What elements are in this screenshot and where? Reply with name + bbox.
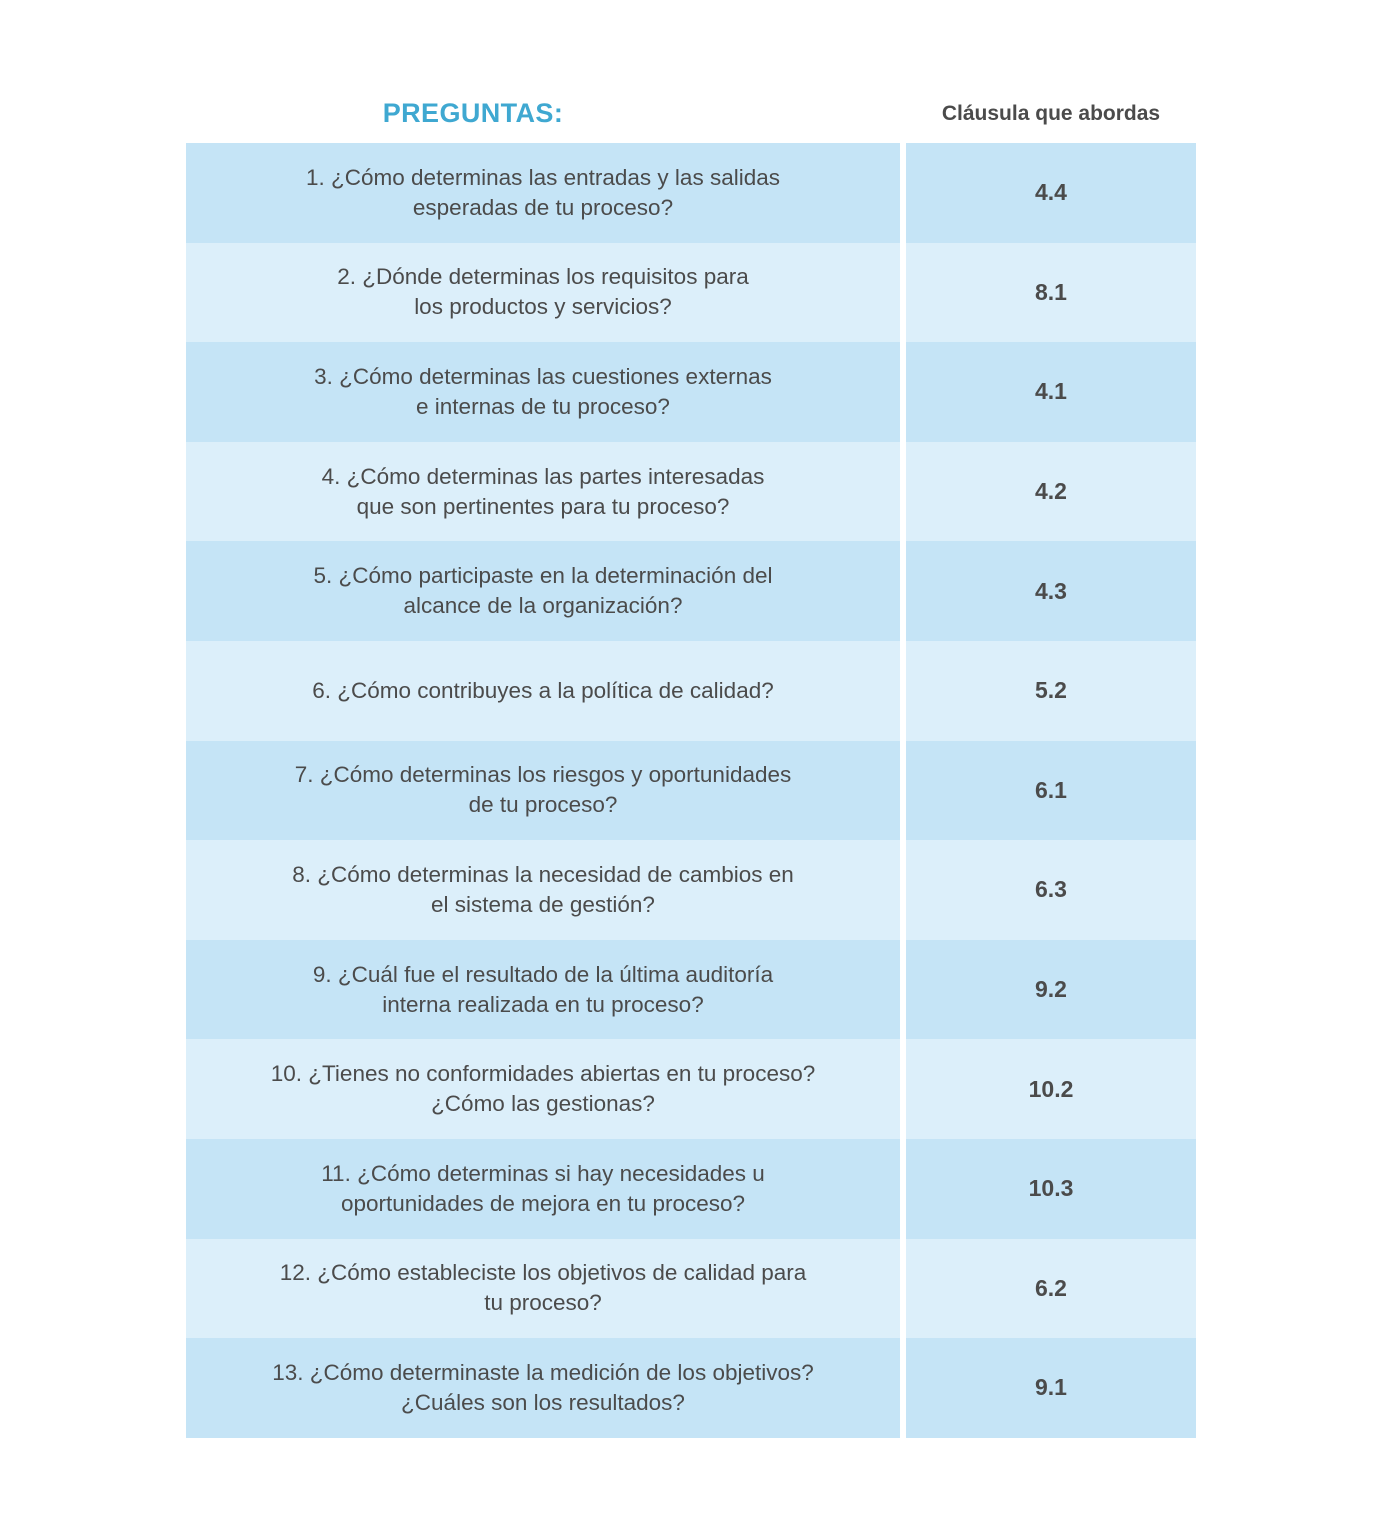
question-line-2: interna realizada en tu proceso? [382,991,704,1017]
table-row [186,840,1196,940]
question-line-1: 10. ¿Tienes no conformidades abiertas en tu proceso? [270,1061,816,1087]
question-text [312,676,774,706]
question-text [314,561,773,621]
question-text [272,1358,814,1418]
question-line-1: 2. ¿Dónde determinas los requisitos para [337,264,749,290]
question-line-1: 11. ¿Cómo determinas si hay necesidades u [321,1160,765,1186]
question-text [314,362,772,422]
question-cell [186,1039,900,1139]
question-line-2: tu proceso? [484,1290,602,1316]
question-line-2: los productos y servicios? [414,294,672,320]
question-text [321,1159,765,1219]
question-cell [186,1338,900,1438]
clause-cell: 6.1 [906,741,1196,841]
clause-cell: 4.3 [906,541,1196,641]
clause-cell: 4.1 [906,342,1196,442]
question-line-2: el sistema de gestión? [431,891,655,917]
table-row [186,940,1196,1040]
question-cell [186,940,900,1040]
question-text [292,860,794,920]
question-text [313,960,773,1020]
clause-cell: 10.2 [906,1039,1196,1139]
table-header [186,88,1196,138]
question-cell [186,741,900,841]
clause-cell: 4.2 [906,442,1196,542]
question-line-2: ¿Cómo las gestionas? [431,1091,655,1117]
question-line-1: 1. ¿Cómo determinas las entradas y las salidas [306,164,780,190]
question-line-1: 9. ¿Cuál fue el resultado de la última auditoría [312,961,774,987]
table-row [186,641,1196,741]
table-row [186,541,1196,641]
question-line-2: alcance de la organización? [403,593,683,619]
question-line-2: oportunidades de mejora en tu proceso? [340,1190,746,1216]
table-row [186,1139,1196,1239]
clause-cell: 9.2 [906,940,1196,1040]
clause-cell: 10.3 [906,1139,1196,1239]
question-cell [186,1239,900,1339]
table-row [186,243,1196,343]
table-row [186,442,1196,542]
question-text [295,760,792,820]
question-line-2: de tu proceso? [468,792,618,818]
question-line-2: e internas de tu proceso? [416,393,670,419]
question-line-2: esperadas de tu proceso? [412,194,674,220]
table-row [186,1239,1196,1339]
question-line-1: 3. ¿Cómo determinas las cuestiones externas [314,364,772,390]
question-line-1: 6. ¿Cómo contribuyes a la política de calidad? [312,677,774,703]
clause-cell: 8.1 [906,243,1196,343]
question-line-1: 13. ¿Cómo determinaste la medición de los objetivos? [272,1360,814,1385]
column-header-clause: Cláusula que abordas [941,101,1161,125]
table-row [186,741,1196,841]
table-row [186,1039,1196,1139]
table-row [186,342,1196,442]
question-cell [186,442,900,542]
table-row [186,1338,1196,1438]
question-cell [186,243,900,343]
question-text [322,462,765,522]
question-cell [186,541,900,641]
question-line-1: 12. ¿Cómo estableciste los objetivos de calidad para [279,1260,807,1286]
question-text [280,1258,807,1318]
clause-cell: 6.3 [906,840,1196,940]
question-text [271,1059,815,1119]
clause-cell: 9.1 [906,1338,1196,1438]
clause-cell: 4.4 [906,143,1196,243]
question-text [337,262,748,322]
column-header-questions: PREGUNTAS: [382,97,564,128]
question-cell [186,840,900,940]
clause-cell: 6.2 [906,1239,1196,1339]
clause-cell: 5.2 [906,641,1196,741]
question-cell [186,641,900,741]
table-row [186,143,1196,243]
question-line-1: 5. ¿Cómo participaste en la determinación del [313,563,773,589]
question-text [306,163,780,223]
question-cell [186,143,900,243]
questions-table [186,143,1196,1438]
question-cell [186,342,900,442]
question-line-2: que son pertinentes para tu proceso? [356,493,730,519]
question-line-1: 8. ¿Cómo determinas la necesidad de cambios en [292,862,794,888]
question-line-1: 4. ¿Cómo determinas las partes interesadas [321,463,765,489]
question-cell [186,1139,900,1239]
question-line-2: ¿Cuáles son los resultados? [401,1389,685,1415]
question-line-1: 7. ¿Cómo determinas los riesgos y oportunidades [294,762,792,788]
